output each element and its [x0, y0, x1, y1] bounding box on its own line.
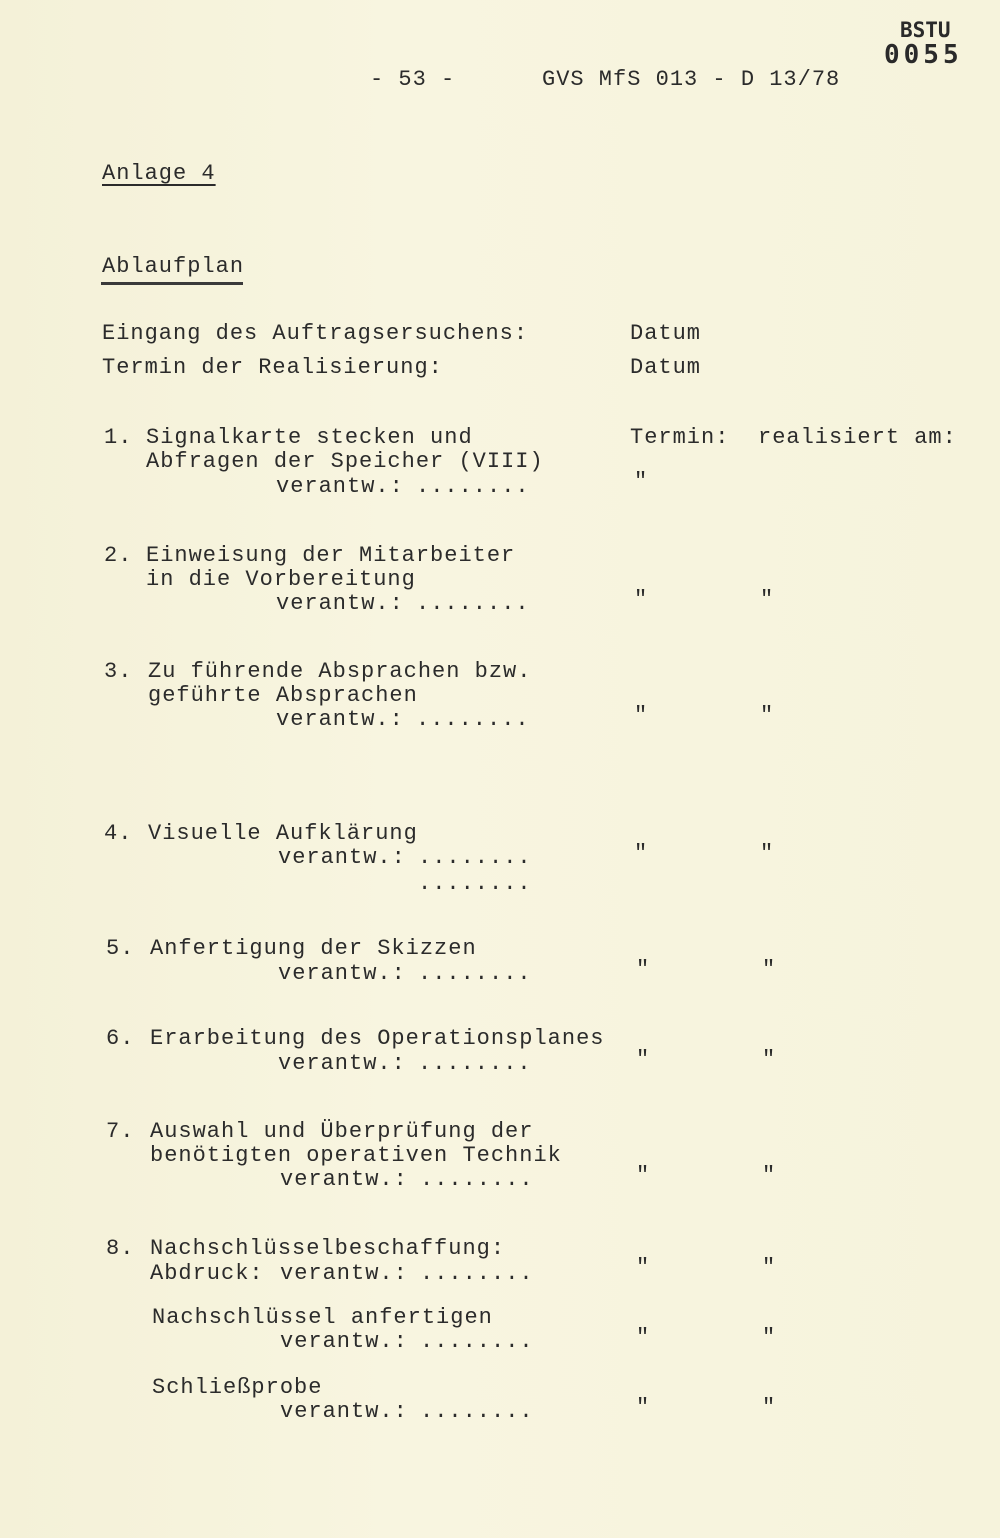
item-number: 5.: [106, 936, 135, 961]
plan-title-underline: [101, 282, 243, 285]
ditto-realisiert: ": [762, 1395, 777, 1420]
column-header-realisiert: realisiert am:: [758, 425, 957, 450]
item-text-line: Signalkarte stecken und: [146, 425, 473, 450]
responsible-dots: ........: [420, 1261, 534, 1286]
responsible-label: verantw.:: [278, 961, 406, 986]
responsible-label: verantw.:: [280, 1329, 408, 1354]
ditto-termin: ": [634, 841, 649, 866]
ditto-realisiert: ": [762, 1325, 777, 1350]
ditto-realisiert: ": [760, 841, 775, 866]
page-number: - 53 -: [370, 67, 456, 92]
responsible-label: verantw.:: [278, 1051, 406, 1076]
ditto-termin: ": [634, 587, 649, 612]
item-text-line: in die Vorbereitung: [146, 567, 416, 592]
ditto-realisiert: ": [762, 1255, 777, 1280]
item-text-line: Visuelle Aufklärung: [148, 821, 418, 846]
ditto-termin: ": [636, 1255, 651, 1280]
responsible-label: verantw.:: [280, 1261, 408, 1286]
ditto-realisiert: ": [762, 957, 777, 982]
ditto-termin: ": [636, 1325, 651, 1350]
sub-item-text: Nachschlüssel anfertigen: [152, 1305, 493, 1330]
responsible-dots: ........: [416, 707, 530, 732]
ditto-realisiert: ": [760, 587, 775, 612]
ditto-realisiert: ": [760, 703, 775, 728]
responsible-dots: ........: [420, 1329, 534, 1354]
responsible-dots: ........: [418, 1051, 532, 1076]
responsible-dots: ........: [416, 591, 530, 616]
item-number: 8.: [106, 1236, 135, 1261]
item-text-line: benötigten operativen Technik: [150, 1143, 562, 1168]
responsible-dots: ........: [416, 474, 530, 499]
archive-stamp-label: BSTU: [900, 18, 951, 42]
ditto-termin: ": [636, 957, 651, 982]
item-number: 1.: [104, 425, 133, 450]
receipt-value: Datum: [630, 321, 702, 346]
responsible-dots: ........: [418, 871, 532, 896]
item-number: 2.: [104, 543, 133, 568]
item-text-line: Einweisung der Mitarbeiter: [146, 543, 516, 568]
responsible-dots: ........: [418, 961, 532, 986]
ditto-realisiert: ": [762, 1047, 777, 1072]
item-number: 4.: [104, 821, 133, 846]
item-text-line: geführte Absprachen: [148, 683, 418, 708]
responsible-label: verantw.:: [276, 591, 404, 616]
item-number: 6.: [106, 1026, 135, 1051]
item-text-line: Nachschlüsselbeschaffung:: [150, 1236, 506, 1261]
item-text-line: Zu führende Absprachen bzw.: [148, 659, 532, 684]
ditto-termin: ": [636, 1047, 651, 1072]
ditto-termin: ": [636, 1163, 651, 1188]
responsible-label: verantw.:: [276, 707, 404, 732]
sub-item-text: Schließprobe: [152, 1375, 323, 1400]
deadline-label: Termin der Realisierung:: [102, 355, 443, 380]
deadline-value: Datum: [630, 355, 702, 380]
item-text-line: Erarbeitung des Operationsplanes: [150, 1026, 605, 1051]
item-number: 3.: [104, 659, 133, 684]
column-header-termin: Termin:: [630, 425, 730, 450]
item-number: 7.: [106, 1119, 135, 1144]
responsible-label: verantw.:: [278, 845, 406, 870]
ditto-realisiert: ": [762, 1163, 777, 1188]
annex-title: Anlage 4: [102, 161, 216, 186]
item-text-line: Abfragen der Speicher (VIII): [146, 449, 544, 474]
ditto-termin: ": [636, 1395, 651, 1420]
item-text-line: Auswahl und Überprüfung der: [150, 1119, 534, 1144]
responsible-dots: ........: [420, 1399, 534, 1424]
responsible-label: verantw.:: [276, 474, 404, 499]
responsible-label: verantw.:: [280, 1399, 408, 1424]
receipt-label: Eingang des Auftragsersuchens:: [102, 321, 529, 346]
archive-stamp-number: 0055: [884, 40, 963, 70]
item-text-line: Anfertigung der Skizzen: [150, 936, 477, 961]
responsible-label: verantw.:: [280, 1167, 408, 1192]
ditto-termin: ": [634, 469, 649, 494]
ditto-termin: ": [634, 703, 649, 728]
responsible-dots: ........: [418, 845, 532, 870]
responsible-dots: ........: [420, 1167, 534, 1192]
plan-title: Ablaufplan: [102, 254, 245, 279]
document-reference: GVS MfS 013 - D 13/78: [542, 67, 841, 92]
impression-label: Abdruck:: [150, 1261, 264, 1286]
